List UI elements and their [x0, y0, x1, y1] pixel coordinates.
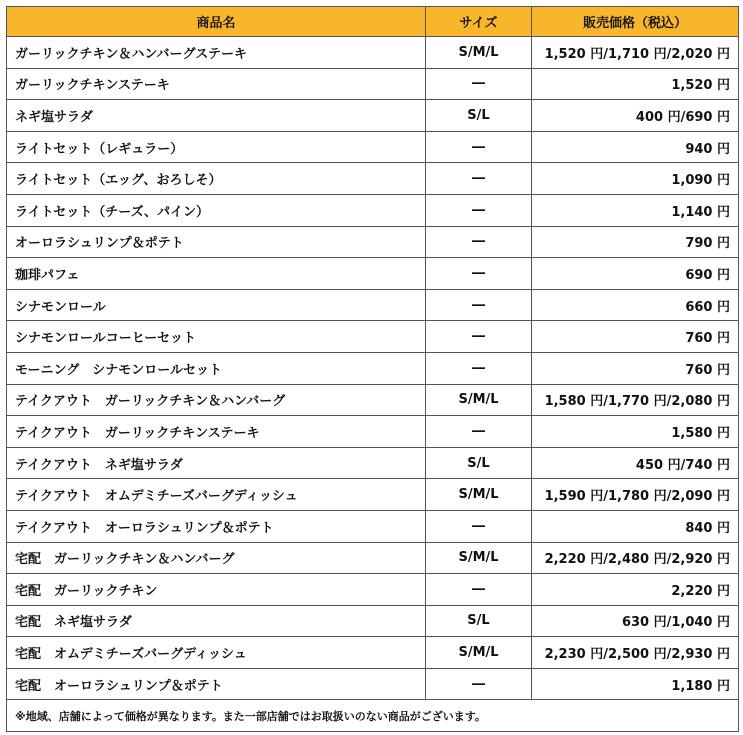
- column-header-price: 販売価格（税込）: [532, 7, 739, 37]
- item-name-cell: テイクアウト ネギ塩サラダ: [7, 447, 426, 479]
- item-size-cell: S/M/L: [426, 384, 532, 416]
- item-size-cell: ―: [426, 289, 532, 321]
- item-size-cell: S/M/L: [426, 637, 532, 669]
- item-price-cell: 2,230 円/2,500 円/2,930 円: [532, 637, 739, 669]
- item-name-cell: シナモンロール: [7, 289, 426, 321]
- table-row: [7, 321, 739, 353]
- item-size-cell: ―: [426, 68, 532, 100]
- table-row: [7, 100, 739, 132]
- item-name-cell: ライトセット（エッグ、おろしそ）: [7, 163, 426, 195]
- item-size-cell: S/M/L: [426, 37, 532, 69]
- item-name-cell: オーロラシュリンプ＆ポテト: [7, 226, 426, 258]
- item-name-cell: 宅配 ネギ塩サラダ: [7, 605, 426, 637]
- table-row: [7, 68, 739, 100]
- item-price-cell: 400 円/690 円: [532, 100, 739, 132]
- item-name-cell: テイクアウト オムデミチーズバーグディッシュ: [7, 479, 426, 511]
- table-row: [7, 352, 739, 384]
- item-size-cell: ―: [426, 574, 532, 606]
- table-row: [7, 668, 739, 700]
- table-row: [7, 194, 739, 226]
- table-row: [7, 289, 739, 321]
- table-row: [7, 479, 739, 511]
- item-size-cell: S/M/L: [426, 479, 532, 511]
- column-header-name: 商品名: [7, 7, 426, 37]
- item-size-cell: S/L: [426, 447, 532, 479]
- item-name-cell: モーニング シナモンロールセット: [7, 352, 426, 384]
- item-size-cell: ―: [426, 510, 532, 542]
- item-price-cell: 1,580 円: [532, 416, 739, 448]
- item-price-cell: 660 円: [532, 289, 739, 321]
- table-row: [7, 384, 739, 416]
- item-price-cell: 1,520 円: [532, 68, 739, 100]
- column-header-size: サイズ: [426, 7, 532, 37]
- item-name-cell: テイクアウト ガーリックチキンステーキ: [7, 416, 426, 448]
- price-list: [6, 6, 738, 732]
- item-size-cell: ―: [426, 163, 532, 195]
- table-footnote-row: [7, 700, 739, 732]
- table-row: [7, 447, 739, 479]
- item-size-cell: ―: [426, 321, 532, 353]
- item-price-cell: 1,590 円/1,780 円/2,090 円: [532, 479, 739, 511]
- item-price-cell: 450 円/740 円: [532, 447, 739, 479]
- item-size-cell: ―: [426, 668, 532, 700]
- item-name-cell: 珈琲パフェ: [7, 258, 426, 290]
- table-row: [7, 510, 739, 542]
- item-size-cell: S/M/L: [426, 542, 532, 574]
- item-price-cell: 1,140 円: [532, 194, 739, 226]
- item-name-cell: テイクアウト オーロラシュリンプ＆ポテト: [7, 510, 426, 542]
- item-name-cell: テイクアウト ガーリックチキン＆ハンバーグ: [7, 384, 426, 416]
- item-name-cell: ガーリックチキンステーキ: [7, 68, 426, 100]
- item-price-cell: 2,220 円: [532, 574, 739, 606]
- item-size-cell: S/L: [426, 605, 532, 637]
- menu-price-table: [6, 6, 739, 732]
- item-price-cell: 1,520 円/1,710 円/2,020 円: [532, 37, 739, 69]
- table-header-row: [7, 7, 739, 37]
- item-price-cell: 790 円: [532, 226, 739, 258]
- table-row: [7, 131, 739, 163]
- item-price-cell: 630 円/1,040 円: [532, 605, 739, 637]
- item-name-cell: シナモンロールコーヒーセット: [7, 321, 426, 353]
- item-price-cell: 2,220 円/2,480 円/2,920 円: [532, 542, 739, 574]
- item-price-cell: 760 円: [532, 352, 739, 384]
- item-name-cell: 宅配 オムデミチーズバーグディッシュ: [7, 637, 426, 669]
- item-size-cell: ―: [426, 416, 532, 448]
- item-name-cell: 宅配 ガーリックチキン: [7, 574, 426, 606]
- item-price-cell: 840 円: [532, 510, 739, 542]
- table-row: [7, 226, 739, 258]
- item-name-cell: ガーリックチキン＆ハンバーグステーキ: [7, 37, 426, 69]
- table-row: [7, 163, 739, 195]
- table-row: [7, 37, 739, 69]
- item-price-cell: 690 円: [532, 258, 739, 290]
- table-body: [7, 37, 739, 700]
- item-name-cell: ライトセット（レギュラー）: [7, 131, 426, 163]
- item-price-cell: 1,090 円: [532, 163, 739, 195]
- table-row: [7, 416, 739, 448]
- item-name-cell: 宅配 オーロラシュリンプ＆ポテト: [7, 668, 426, 700]
- item-size-cell: ―: [426, 226, 532, 258]
- table-row: [7, 605, 739, 637]
- item-size-cell: ―: [426, 131, 532, 163]
- table-row: [7, 637, 739, 669]
- item-size-cell: ―: [426, 258, 532, 290]
- footnote: ※地域、店舗によって価格が異なります。また一部店舗ではお取扱いのない商品がございます。: [7, 700, 739, 732]
- item-price-cell: 940 円: [532, 131, 739, 163]
- item-size-cell: ―: [426, 194, 532, 226]
- item-name-cell: ネギ塩サラダ: [7, 100, 426, 132]
- item-size-cell: ―: [426, 352, 532, 384]
- item-price-cell: 1,180 円: [532, 668, 739, 700]
- item-name-cell: ライトセット（チーズ、パイン）: [7, 194, 426, 226]
- item-price-cell: 1,580 円/1,770 円/2,080 円: [532, 384, 739, 416]
- table-row: [7, 258, 739, 290]
- table-row: [7, 542, 739, 574]
- item-price-cell: 760 円: [532, 321, 739, 353]
- table-row: [7, 574, 739, 606]
- item-name-cell: 宅配 ガーリックチキン＆ハンバーグ: [7, 542, 426, 574]
- item-size-cell: S/L: [426, 100, 532, 132]
